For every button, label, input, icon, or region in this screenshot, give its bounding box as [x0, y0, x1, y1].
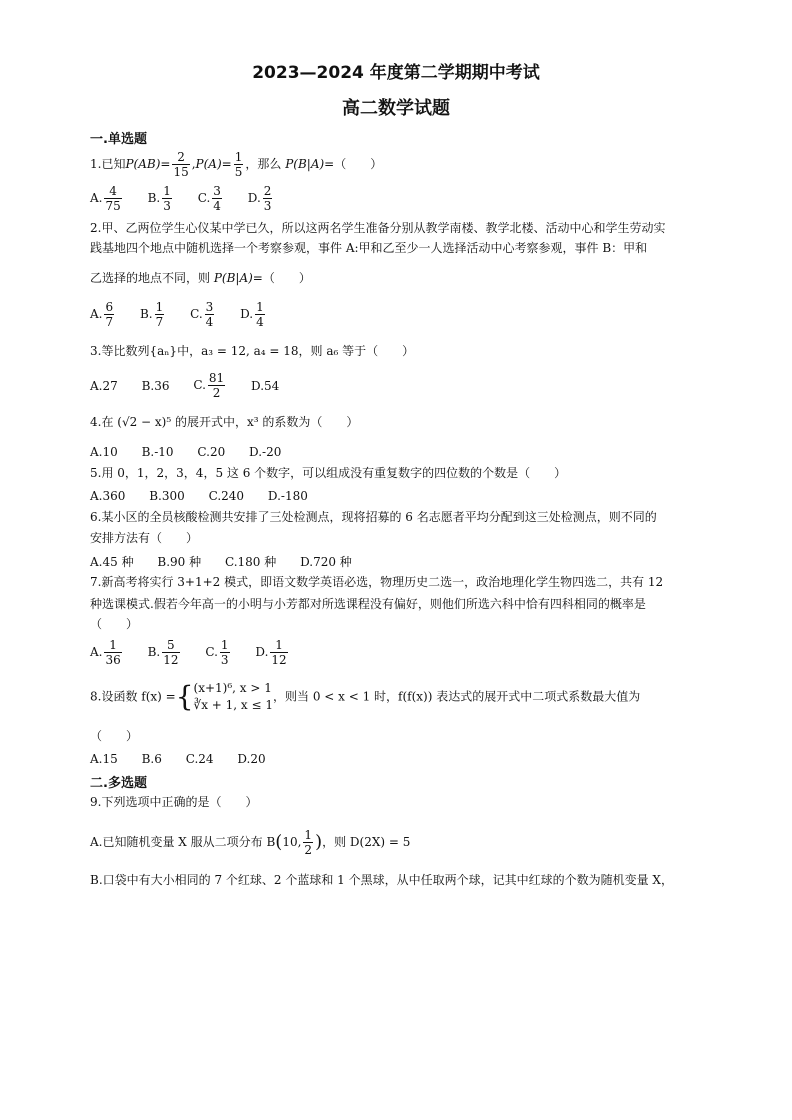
option-b[interactable]: B. $\frac{1}{7}$ [139, 300, 164, 329]
question-3: 3.等比数列{aₙ}中，a₃ = 12, a₄ = 18，则 a₆ 等于（ ） [90, 344, 415, 358]
question-9-option-b[interactable]: B.口袋中有大小相同的 7 个红球、2 个蓝球和 1 个黑球，从中任取两个球，记其中红球的个数为随机变量 X， [90, 873, 673, 887]
question-9: 9.下列选项中正确的是（ ） [90, 795, 258, 809]
question-8-options [90, 751, 286, 766]
section-multiple-choice: 二.多选题 [90, 776, 147, 791]
question-7-options [90, 638, 310, 667]
option-b[interactable]: B. $\frac{5}{12}$ [147, 638, 179, 667]
option-a[interactable]: A. $\frac{6}{7}$ [90, 300, 114, 329]
option-d[interactable]: D.720 种 [300, 555, 352, 569]
option-a[interactable]: A.10 [90, 444, 118, 459]
option-c[interactable]: C.240 [208, 488, 245, 503]
question-5-options [90, 488, 328, 503]
option-b[interactable]: B.300 [149, 488, 185, 503]
option-d[interactable]: D.-180 [267, 488, 308, 503]
option-a[interactable]: A. $\frac{1}{36}$ [90, 638, 121, 667]
question-6-options [90, 553, 372, 570]
option-b[interactable]: B. $\frac{1}{3}$ [147, 184, 171, 213]
option-a[interactable]: A. $\frac{4}{75}$ [90, 184, 121, 213]
option-b[interactable]: B.90 种 [157, 555, 202, 569]
option-d[interactable]: D.54 [251, 378, 280, 393]
option-c[interactable]: C. $\frac{3}{4}$ [197, 184, 221, 213]
option-c[interactable]: C. $\frac{3}{4}$ [190, 300, 214, 329]
option-b[interactable]: B.-10 [141, 444, 174, 459]
question-2-options [90, 300, 287, 329]
question-8: 8.设函数 f(x) ={ (x+1)⁶, x > 1 ∛x + 1, x ≤ 1 ，则当 0 < x < 1 时，f(f(x)) 表达式的展开式中二项式系数最大值为 [90, 680, 641, 713]
option-b[interactable]: B.6 [141, 751, 162, 766]
option-c[interactable]: C. $\frac{81}{2}$ [193, 371, 225, 400]
section-single-choice: 一.单选题 [90, 132, 147, 147]
question-4-options [90, 444, 301, 459]
question-2-line-2: 践基地四个地点中随机选择一个考察参观，事件 A:甲和乙至少一人选择活动中心考察参观，事件 B：甲和 [90, 241, 648, 255]
option-b[interactable]: B.36 [141, 378, 170, 393]
option-a[interactable]: A.15 [90, 751, 118, 766]
question-7-line-2: 种选课模式.假若今年高一的小明与小芳都对所选课程没有偏好，则他们所选六科中恰有四科相同的概率是 [90, 597, 646, 611]
option-a[interactable]: A.45 种 [90, 555, 134, 569]
question-9-option-a[interactable]: A.已知随机变量 X 服从二项分布 B(10, $\frac{1}{2}$ )，则 D(2X) = 5 [90, 828, 411, 857]
option-d[interactable]: D. $\frac{1}{4}$ [240, 300, 264, 329]
question-5: 5.用 0，1，2，3，4，5 这 6 个数字，可以组成没有重复数字的四位数的个数是（ ） [90, 466, 567, 480]
option-a[interactable]: A.27 [90, 378, 118, 393]
option-a[interactable]: A.360 [90, 488, 126, 503]
question-2-line-1: 2.甲、乙两位学生心仪某中学已久，所以这两名学生准备分别从教学南楼、教学北楼、活动中心和学生劳动实 [90, 221, 666, 235]
question-1: 1.已知P(AB)= $\frac{2}{15}$ ,P(A)= $\frac{1}{5}$ ，那么 P(B|A)=（ ） [90, 150, 383, 179]
option-c[interactable]: C.180 种 [224, 555, 277, 569]
question-3-options [90, 371, 299, 400]
option-d[interactable]: D. $\frac{2}{3}$ [247, 184, 272, 213]
question-8-blank: （ ） [90, 729, 139, 743]
option-d[interactable]: D.20 [237, 751, 266, 766]
option-d[interactable]: D. $\frac{1}{12}$ [255, 638, 287, 667]
question-7-line-1: 7.新高考将实行 3+1+2 模式，即语文数学英语必选，物理历史二选一，政治地理化学生物四选二，共有 12 [90, 575, 664, 589]
question-6-line-1: 6.某小区的全员核酸检测共安排了三处检测点，现将招募的 6 名志愿者平均分配到这三处检测点，则不同的 [90, 510, 657, 524]
option-c[interactable]: C. $\frac{1}{3}$ [205, 638, 229, 667]
exam-subtitle: 高二数学试题 [342, 98, 450, 119]
question-6-line-2: 安排方法有（ ） [90, 531, 199, 545]
option-c[interactable]: C.20 [197, 444, 226, 459]
question-4: 4.在 (√2 − x)⁵ 的展开式中，x³ 的系数为（ ） [90, 415, 359, 429]
question-7-line-3: （ ） [90, 617, 139, 631]
exam-title: 2023—2024 年度第二学期期中考试 [252, 63, 540, 83]
option-d[interactable]: D.-20 [249, 444, 282, 459]
question-1-options [90, 184, 294, 213]
question-2-line-3: 乙选择的地点不同，则 P(B|A)=（ ） [90, 271, 311, 285]
piecewise-brace: { [175, 680, 194, 713]
option-c[interactable]: C.24 [185, 751, 214, 766]
